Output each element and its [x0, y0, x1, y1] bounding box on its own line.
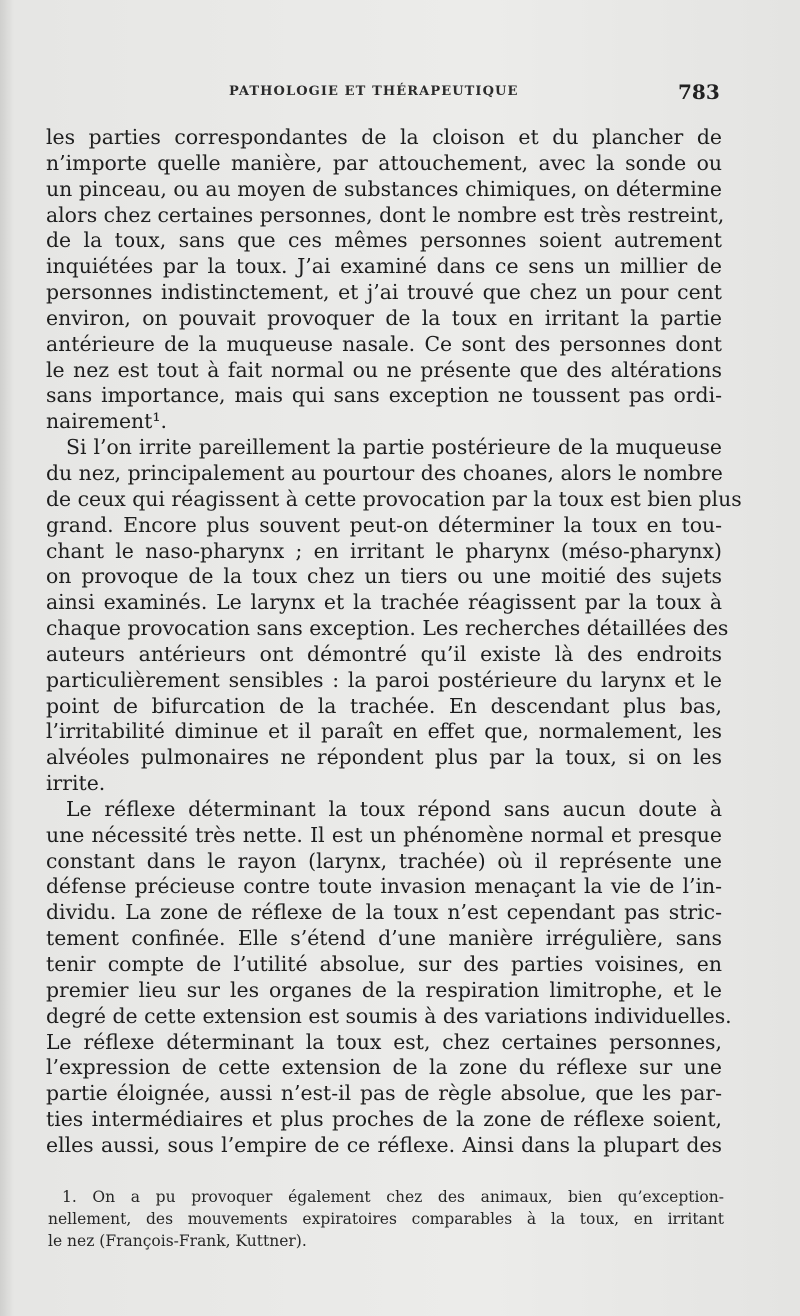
text-line: point de bifurcation de la trachée. En descendant plus bas,	[46, 693, 722, 718]
text-line: de ceux qui réagissent à cette provocation par la toux est bien plus	[46, 486, 742, 511]
text-line: ainsi examinés. Le larynx et la trachée réagissent par la toux à	[46, 590, 722, 615]
text-line: chant le naso-pharynx ; en irritant le pharynx (méso-pharynx)	[46, 538, 722, 563]
text-line: ties intermédiaires et plus proches de la zone de réflexe soient,	[46, 1107, 722, 1132]
text-line: chaque provocation sans exception. Les recherches détaillées des	[46, 616, 729, 641]
text-line: sans importance, mais qui sans exception ne toussent pas ordi-	[46, 383, 722, 408]
text-line: Le réflexe déterminant la toux répond sans aucun doute à	[66, 796, 722, 821]
footnote-line: 1. On a pu provoquer également chez des animaux, bien qu’exception-	[62, 1188, 724, 1206]
text-line: un pinceau, ou au moyen de substances chimiques, on détermine	[46, 176, 722, 201]
text-line: Si l’on irrite pareillement la partie postérieure de la muqueuse	[66, 435, 722, 460]
text-line: de la toux, sans que ces mêmes personnes soient autrement	[46, 228, 722, 253]
text-line: les parties correspondantes de la cloison et du plancher de	[46, 125, 722, 149]
text-line: Le réflexe déterminant la toux est, chez certaines personnes,	[46, 1029, 722, 1054]
text-line: l’expression de cette extension de la zone du réflexe sur une	[46, 1055, 722, 1080]
text-line: constant dans le rayon (larynx, trachée) où il représente une	[46, 848, 722, 873]
text-line: alors chez certaines personnes, dont le nombre est très restreint,	[46, 202, 725, 227]
text-line: irrite.	[46, 771, 106, 796]
text-line: dividu. La zone de réflexe de la toux n’est cependant pas stric-	[46, 900, 722, 925]
text-line: du nez, principalement au pourtour des choanes, alors le nombre	[46, 460, 723, 485]
footnote-line: nellement, des mouvements expiratoires comparables à la toux, en irritant	[48, 1210, 724, 1228]
page-header	[0, 80, 800, 108]
footnotes	[48, 1186, 724, 1252]
text-line: antérieure de la muqueuse nasale. Ce sont des personnes dont	[46, 331, 722, 356]
text-line: on provoque de la toux chez un tiers ou une moitié des sujets	[46, 564, 722, 589]
text-line: une nécessité très nette. Il est un phénomène normal et presque	[46, 822, 722, 847]
text-line: l’irritabilité diminue et il paraît en effet que, normalement, les	[46, 719, 722, 744]
text-line: nairement¹.	[46, 409, 168, 434]
text-line: tement confinée. Elle s’étend d’une manière irrégulière, sans	[46, 926, 722, 951]
text-line: environ, on pouvait provoquer de la toux en irritant la partie	[46, 305, 722, 330]
text-line: tenir compte de l’utilité absolue, sur des parties voisines, en	[46, 952, 722, 976]
text-line: premier lieu sur les organes de la respiration limitrophe, et le	[46, 977, 722, 1002]
text-line: auteurs antérieurs ont démontré qu’il existe là des endroits	[46, 641, 722, 666]
running-head: PATHOLOGIE ET THÉRAPEUTIQUE	[229, 84, 519, 99]
page-number: 783	[678, 80, 720, 104]
text-line: alvéoles pulmonaires ne répondent plus par la toux, si on les	[46, 745, 722, 770]
body-text	[46, 125, 742, 1159]
text-line: défense précieuse contre toute invasion menaçant la vie de l’in-	[46, 874, 722, 899]
text-line: n’importe quelle manière, par attouchement, avec la sonde ou	[46, 150, 722, 175]
text-line: partie éloignée, aussi n’est-il pas de règle absolue, que les par-	[46, 1081, 722, 1106]
footnote-line: le nez (François-Frank, Kuttner).	[48, 1232, 307, 1250]
text-line: degré de cette extension est soumis à des variations individuelles.	[46, 1003, 732, 1028]
text-line: particulièrement sensibles : la paroi postérieure du larynx et le	[46, 667, 722, 692]
text-line: elles aussi, sous l’empire de ce réflexe. Ainsi dans la plupart des	[46, 1132, 722, 1157]
text-line: le nez est tout à fait normal ou ne présente que des altérations	[46, 357, 722, 382]
text-line: inquiétées par la toux. J’ai examiné dans ce sens un millier de	[46, 254, 722, 279]
text-line: personnes indistinctement, et j’ai trouvé que chez un pour cent	[46, 280, 722, 305]
text-line: grand. Encore plus souvent peut-on déterminer la toux en tou-	[46, 512, 722, 537]
